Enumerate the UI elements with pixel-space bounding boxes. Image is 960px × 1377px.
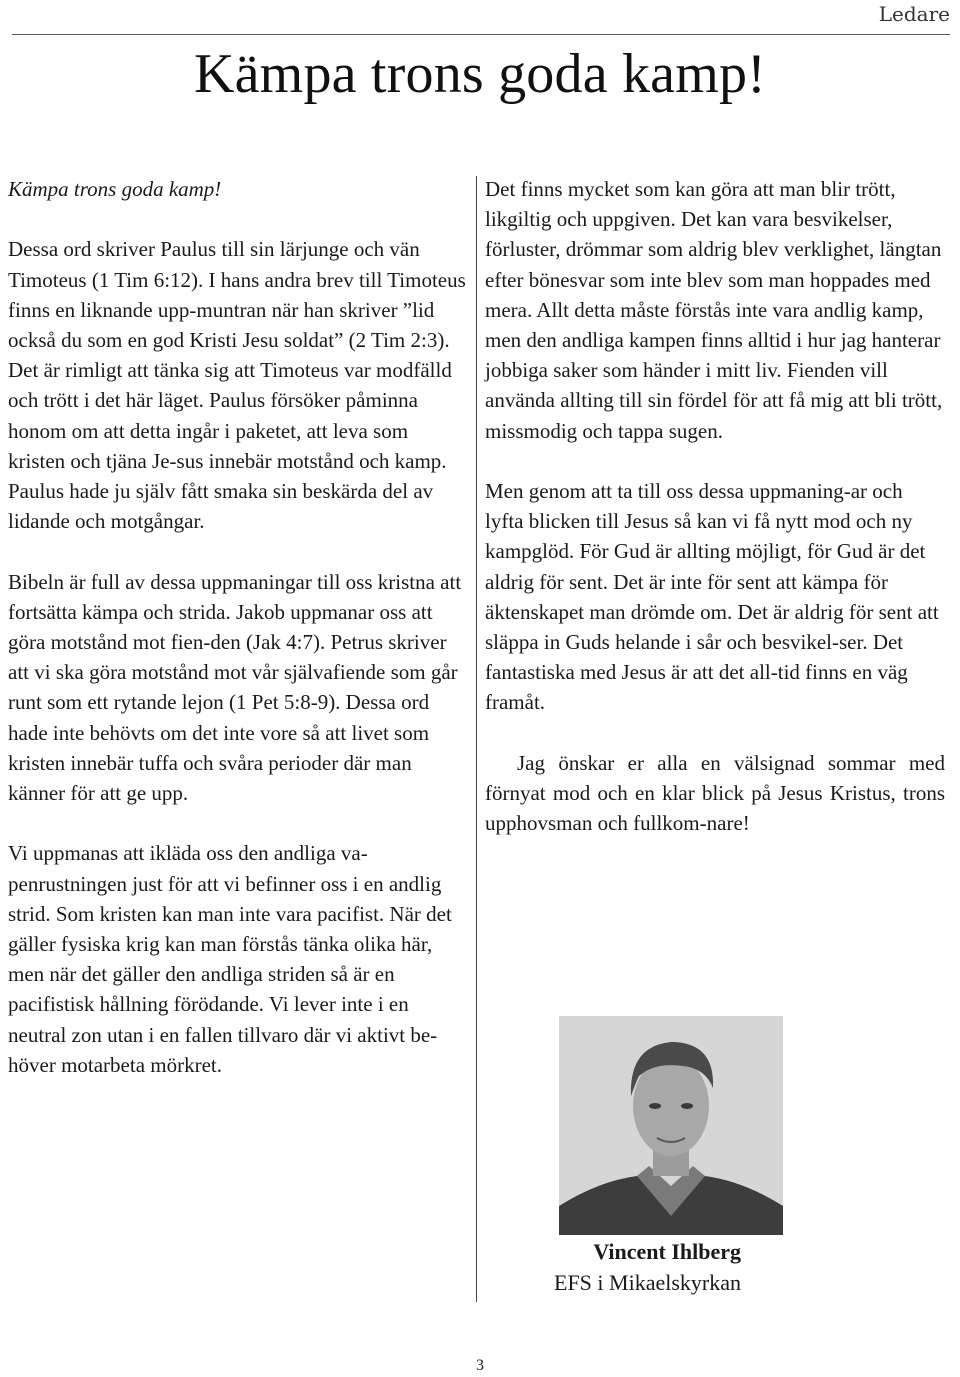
closing-paragraph: Jag önskar er alla en välsignad sommar med förnyat mod och en klar blick på Jesus Kristus, trons upphovsman och fullkom-nare! [485, 750, 945, 836]
opening-line: Kämpa trons goda kamp! [8, 177, 222, 201]
paragraph: Bibeln är full av dessa uppmaningar till oss kristna att fortsätta kämpa och strida. Jakob uppmanar oss att göra motstånd mot fien-den (Jak 4:7). Petrus skriver att vi ska göra motstånd mot vår självafiende som går runt som ett rytande lejon (1 Pet 5:8-9). Dessa ord hade inte behövts om det inte vore så att livet som kristen innebär tuffa och svåra perioder där man känner för att ge upp. [8, 569, 462, 806]
column-divider [476, 176, 477, 1302]
author-role: EFS i Mikaelskyrkan [554, 1270, 741, 1295]
article-title: Kämpa trons goda kamp! [193, 43, 767, 105]
author-portrait [559, 1016, 783, 1235]
paragraph: Det finns mycket som kan göra att man blir trött, likgiltig och uppgiven. Det kan vara besvikelser, förluster, drömmar som aldrig blev verklighet, längtan efter bönesvar som inte blev som man hoppades med mera. Allt detta måste förstås inte vara andlig kamp, men den andliga kampen finns alltid i hur jag hanterar jobbiga saker som händer i mitt liv. Fienden vill använda allting till sin fördel för att få mig att bli trött, missmodig och tappa sugen. [485, 177, 943, 443]
paragraph: Dessa ord skriver Paulus till sin lärjunge och vän Timoteus (1 Tim 6:12). I hans andra brev till Timoteus finns en liknande upp-muntran när han skriver ”lid också du som en god Kristi Jesu soldat” (2 Tim 2:3). Det är rimligt att tänka sig att Timoteus var modfälld och trött i det här läget. Paulus försöker påminna honom om att detta ingår i paketet, att leva som kristen och tjäna Je-sus innebär motstånd och kamp. Paulus hade ju själv fått smaka sin beskärda del av lidande och motgångar. [8, 237, 466, 534]
section-label: Ledare [878, 2, 950, 26]
portrait-image [559, 1016, 783, 1235]
paragraph: Vi uppmanas att ikläda oss den andliga va-penrustningen just för att vi befinner oss i en andlig strid. Som kristen kan man inte vara pacifist. När det gäller fysiska krig kan man förstås tänka olika här, men när det gäller den andliga striden så är en pacifistisk hållning förödande. Vi lever inte i en neutral zon utan i en fallen tillvaro där vi aktivt be-höver motarbeta mörkret. [8, 841, 452, 1077]
paragraph: Men genom att ta till oss dessa uppmaning-ar och lyfta blicken till Jesus så kan vi få nytt mod och ny kampglöd. För Gud är allting möjligt, för Gud är det aldrig för sent. Det är inte för sent att kämpa för äktenskapet man drömde om. Det är aldrig för sent att släppa in Guds helande i sår och besvikel-ser. Det fantastiska med Jesus är att det all-tid finns en väg framåt. [485, 479, 939, 715]
header-rule [12, 34, 950, 35]
right-column [485, 174, 945, 869]
page-number: 3 [476, 1357, 484, 1374]
author-name: Vincent Ihlberg [593, 1239, 741, 1264]
left-column [8, 174, 466, 1110]
